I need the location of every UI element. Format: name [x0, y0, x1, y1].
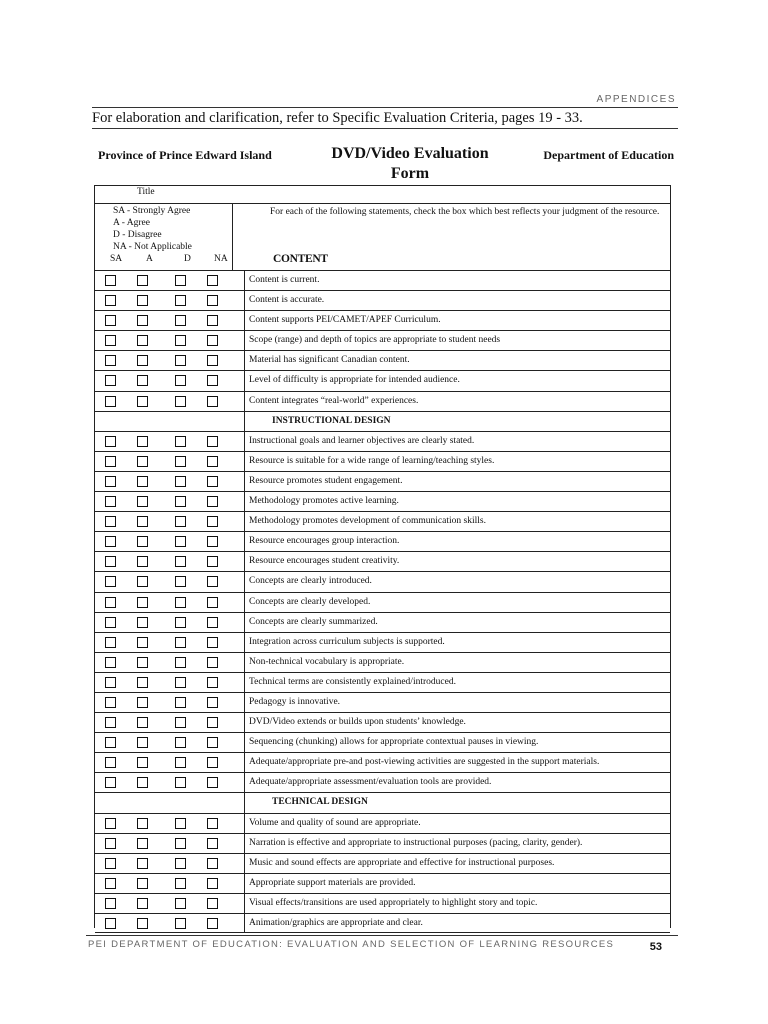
- checkbox-sa[interactable]: [105, 275, 116, 286]
- column-divider: [244, 432, 245, 451]
- column-divider: [244, 572, 245, 591]
- checkbox-na[interactable]: [207, 818, 218, 829]
- checkbox-a[interactable]: [137, 717, 148, 728]
- checkbox-sa[interactable]: [105, 878, 116, 889]
- statement-text: Methodology promotes development of communication skills.: [249, 516, 486, 527]
- column-divider: [244, 894, 245, 913]
- statement-row: [95, 370, 670, 390]
- column-divider: [244, 773, 245, 792]
- statement-text: Concepts are clearly summarized.: [249, 616, 378, 627]
- column-divider: [244, 492, 245, 511]
- checkbox-d[interactable]: [175, 637, 186, 648]
- column-divider: [244, 633, 245, 652]
- checkbox-na[interactable]: [207, 476, 218, 487]
- checkbox-d[interactable]: [175, 597, 186, 608]
- checkbox-a[interactable]: [137, 295, 148, 306]
- checkbox-a[interactable]: [137, 556, 148, 567]
- checkbox-sa[interactable]: [105, 697, 116, 708]
- checkbox-a[interactable]: [137, 396, 148, 407]
- column-header-a: A: [146, 254, 153, 264]
- statement-text: Resource promotes student engagement.: [249, 475, 403, 486]
- checkbox-d[interactable]: [175, 456, 186, 467]
- checkbox-d[interactable]: [175, 355, 186, 366]
- checkbox-na[interactable]: [207, 777, 218, 788]
- department-label: Department of Education: [543, 148, 674, 162]
- checkbox-na[interactable]: [207, 597, 218, 608]
- column-divider: [244, 713, 245, 732]
- column-divider: [244, 593, 245, 612]
- statement-text: Concepts are clearly developed.: [249, 596, 371, 607]
- checkbox-sa[interactable]: [105, 757, 116, 768]
- form-title: DVD/Video Evaluation Form: [331, 145, 489, 182]
- statement-row: [95, 471, 670, 491]
- statement-row: [95, 913, 670, 933]
- checkbox-na[interactable]: [207, 717, 218, 728]
- checkbox-na[interactable]: [207, 375, 218, 386]
- column-divider: [244, 673, 245, 692]
- statement-text: Resource is suitable for a wide range of learning/teaching styles.: [249, 455, 495, 466]
- checkbox-d[interactable]: [175, 396, 186, 407]
- statement-text: Adequate/appropriate assessment/evaluation tools are provided.: [249, 777, 492, 788]
- statement-text: Content is current.: [249, 275, 320, 285]
- checkbox-d[interactable]: [175, 275, 186, 286]
- checkbox-na[interactable]: [207, 657, 218, 668]
- checkbox-a[interactable]: [137, 898, 148, 909]
- title-label: Title: [137, 187, 155, 197]
- statement-text: Scope (range) and depth of topics are appropriate to student needs: [249, 335, 501, 346]
- statement-row: [95, 571, 670, 591]
- column-divider: [244, 854, 245, 873]
- checkbox-sa[interactable]: [105, 516, 116, 527]
- checkbox-na[interactable]: [207, 637, 218, 648]
- statement-row: [95, 270, 670, 290]
- checkbox-a[interactable]: [137, 838, 148, 849]
- column-header-sa: SA: [110, 254, 123, 264]
- column-divider: [244, 371, 245, 390]
- checkbox-a[interactable]: [137, 355, 148, 366]
- statement-row: [95, 752, 670, 772]
- statement-row: [95, 813, 670, 833]
- column-divider: [244, 613, 245, 632]
- checkbox-a[interactable]: [137, 777, 148, 788]
- statement-text: Material has significant Canadian content.: [249, 355, 410, 366]
- checkbox-d[interactable]: [175, 838, 186, 849]
- checkbox-a[interactable]: [137, 436, 148, 447]
- statement-row: [95, 511, 670, 531]
- statement-text: Music and sound effects are appropriate and effective for instructional purposes.: [249, 857, 555, 868]
- column-divider: [244, 512, 245, 531]
- checkbox-a[interactable]: [137, 456, 148, 467]
- header-rule: [92, 107, 678, 108]
- statement-row: [95, 551, 670, 571]
- column-header-d: D: [184, 254, 191, 264]
- statement-row: [95, 330, 670, 350]
- checkbox-na[interactable]: [207, 396, 218, 407]
- column-divider: [244, 814, 245, 833]
- checkbox-sa[interactable]: [105, 657, 116, 668]
- checkbox-na[interactable]: [207, 918, 218, 929]
- checkbox-a[interactable]: [137, 858, 148, 869]
- checkbox-sa[interactable]: [105, 556, 116, 567]
- checkbox-sa[interactable]: [105, 637, 116, 648]
- checkbox-sa[interactable]: [105, 677, 116, 688]
- statement-row: [95, 391, 670, 411]
- checkbox-a[interactable]: [137, 818, 148, 829]
- statement-text: DVD/Video extends or builds upon students’ knowledge.: [249, 717, 466, 728]
- checkbox-sa[interactable]: [105, 737, 116, 748]
- column-divider: [244, 392, 245, 411]
- column-divider: [244, 653, 245, 672]
- column-divider: [244, 311, 245, 330]
- statement-row: [95, 290, 670, 310]
- legend-item: A - Agree: [113, 218, 150, 228]
- checkbox-d[interactable]: [175, 617, 186, 628]
- checkbox-na[interactable]: [207, 898, 218, 909]
- checkbox-d[interactable]: [175, 737, 186, 748]
- column-divider: [244, 552, 245, 571]
- statement-row: [95, 672, 670, 692]
- elaboration-note: For elaboration and clarification, refer to Specific Evaluation Criteria, pages 19 - 33.: [92, 110, 583, 126]
- statement-text: Technical terms are consistently explained/introduced.: [249, 676, 456, 687]
- statement-text: Non-technical vocabulary is appropriate.: [249, 656, 405, 667]
- instructions: For each of the following statements, check the box which best reflects your judgment of the resource.: [270, 207, 660, 217]
- checkbox-a[interactable]: [137, 637, 148, 648]
- checkbox-na[interactable]: [207, 516, 218, 527]
- statement-text: Resource encourages group interaction.: [249, 536, 400, 547]
- checkbox-d[interactable]: [175, 918, 186, 929]
- checkbox-a[interactable]: [137, 275, 148, 286]
- checkbox-d[interactable]: [175, 757, 186, 768]
- statement-row: [95, 632, 670, 652]
- checkbox-d[interactable]: [175, 556, 186, 567]
- checkbox-a[interactable]: [137, 516, 148, 527]
- statement-text: Sequencing (chunking) allows for appropriate contextual pauses in viewing.: [249, 737, 539, 748]
- checkbox-d[interactable]: [175, 516, 186, 527]
- checkbox-a[interactable]: [137, 496, 148, 507]
- statement-row: [95, 612, 670, 632]
- column-divider: [244, 291, 245, 310]
- statement-row: [95, 772, 670, 792]
- checkbox-na[interactable]: [207, 576, 218, 587]
- checkbox-d[interactable]: [175, 335, 186, 346]
- checkbox-sa[interactable]: [105, 898, 116, 909]
- checkbox-d[interactable]: [175, 898, 186, 909]
- checkbox-na[interactable]: [207, 838, 218, 849]
- checkbox-sa[interactable]: [105, 436, 116, 447]
- statement-row: [95, 451, 670, 471]
- checkbox-d[interactable]: [175, 375, 186, 386]
- statement-row: [95, 712, 670, 732]
- footer-text: PEI DEPARTMENT OF EDUCATION: EVALUATION AND SELECTION OF LEARNING RESOURCES: [88, 939, 615, 950]
- statement-text: Adequate/appropriate pre-and post-viewing activities are suggested in the support materials.: [249, 757, 600, 768]
- statement-text: Resource encourages student creativity.: [249, 556, 400, 567]
- checkbox-sa[interactable]: [105, 456, 116, 467]
- title-field[interactable]: [95, 186, 670, 204]
- checkbox-sa[interactable]: [105, 597, 116, 608]
- checkbox-na[interactable]: [207, 295, 218, 306]
- checkbox-a[interactable]: [137, 677, 148, 688]
- statement-row: [95, 531, 670, 551]
- checkbox-a[interactable]: [137, 657, 148, 668]
- checkbox-sa[interactable]: [105, 496, 116, 507]
- checkbox-d[interactable]: [175, 436, 186, 447]
- statement-row: [95, 692, 670, 712]
- statement-rows: [95, 270, 670, 933]
- checkbox-a[interactable]: [137, 737, 148, 748]
- statement-row: [95, 592, 670, 612]
- footer-rule: [86, 935, 678, 936]
- checkbox-sa[interactable]: [105, 396, 116, 407]
- checkbox-a[interactable]: [137, 878, 148, 889]
- checkbox-a[interactable]: [137, 335, 148, 346]
- appendices-label: APPENDICES: [596, 94, 676, 105]
- statement-text: Appropriate support materials are provided.: [249, 877, 416, 888]
- statement-text: Methodology promotes active learning.: [249, 496, 399, 507]
- checkbox-a[interactable]: [137, 536, 148, 547]
- column-divider: [244, 874, 245, 893]
- checkbox-d[interactable]: [175, 717, 186, 728]
- statement-row: [95, 853, 670, 873]
- checkbox-d[interactable]: [175, 576, 186, 587]
- statement-row: [95, 873, 670, 893]
- checkbox-sa[interactable]: [105, 315, 116, 326]
- column-divider: [244, 532, 245, 551]
- statement-row: [95, 491, 670, 511]
- checkbox-sa[interactable]: [105, 818, 116, 829]
- section-heading: INSTRUCTIONAL DESIGN: [272, 415, 391, 426]
- checkbox-d[interactable]: [175, 697, 186, 708]
- checkbox-a[interactable]: [137, 576, 148, 587]
- checkbox-d[interactable]: [175, 777, 186, 788]
- checkbox-sa[interactable]: [105, 375, 116, 386]
- statement-row: [95, 732, 670, 752]
- checkbox-na[interactable]: [207, 436, 218, 447]
- statement-text: Concepts are clearly introduced.: [249, 576, 372, 587]
- column-divider: [244, 733, 245, 752]
- statement-text: Narration is effective and appropriate to instructional purposes (pacing, clarity, gender).: [249, 837, 583, 848]
- checkbox-a[interactable]: [137, 757, 148, 768]
- column-divider: [244, 331, 245, 350]
- statement-row: [95, 350, 670, 370]
- checkbox-d[interactable]: [175, 818, 186, 829]
- checkbox-a[interactable]: [137, 597, 148, 608]
- statement-row: [95, 431, 670, 451]
- checkbox-sa[interactable]: [105, 536, 116, 547]
- column-divider: [244, 793, 245, 812]
- column-header-na: NA: [214, 254, 228, 264]
- statement-text: Content is accurate.: [249, 295, 325, 306]
- checkbox-d[interactable]: [175, 315, 186, 326]
- column-divider: [244, 412, 245, 431]
- checkbox-d[interactable]: [175, 858, 186, 869]
- checkbox-sa[interactable]: [105, 295, 116, 306]
- checkbox-na[interactable]: [207, 275, 218, 286]
- checkbox-na[interactable]: [207, 456, 218, 467]
- checkbox-na[interactable]: [207, 677, 218, 688]
- checkbox-d[interactable]: [175, 476, 186, 487]
- statement-text: Level of difficulty is appropriate for intended audience.: [249, 375, 460, 386]
- column-divider: [244, 914, 245, 932]
- checkbox-a[interactable]: [137, 918, 148, 929]
- checkbox-na[interactable]: [207, 355, 218, 366]
- checkbox-sa[interactable]: [105, 355, 116, 366]
- statement-text: Volume and quality of sound are appropriate.: [249, 817, 421, 828]
- checkbox-sa[interactable]: [105, 617, 116, 628]
- statement-text: Visual effects/transitions are used appropriately to highlight story and topic.: [249, 897, 538, 908]
- column-divider: [244, 452, 245, 471]
- statement-row: [95, 310, 670, 330]
- checkbox-na[interactable]: [207, 496, 218, 507]
- checkbox-sa[interactable]: [105, 918, 116, 929]
- checkbox-na[interactable]: [207, 858, 218, 869]
- statement-text: Content supports PEI/CAMET/APEF Curriculum.: [249, 315, 441, 326]
- checkbox-a[interactable]: [137, 375, 148, 386]
- statement-text: Animation/graphics are appropriate and clear.: [249, 918, 423, 928]
- legend-item: SA - Strongly Agree: [113, 206, 191, 216]
- checkbox-na[interactable]: [207, 697, 218, 708]
- checkbox-na[interactable]: [207, 757, 218, 768]
- legend-item: D - Disagree: [113, 230, 162, 240]
- checkbox-sa[interactable]: [105, 335, 116, 346]
- checkbox-na[interactable]: [207, 617, 218, 628]
- column-divider: [244, 472, 245, 491]
- checkbox-na[interactable]: [207, 315, 218, 326]
- column-divider: [244, 271, 245, 290]
- checkbox-d[interactable]: [175, 878, 186, 889]
- checkbox-sa[interactable]: [105, 777, 116, 788]
- section-heading-content: CONTENT: [273, 253, 328, 265]
- statement-row: [95, 833, 670, 853]
- section-heading: TECHNICAL DESIGN: [272, 797, 368, 808]
- checkbox-a[interactable]: [137, 476, 148, 487]
- page-number: 53: [649, 941, 662, 953]
- statement-text: Pedagogy is innovative.: [249, 696, 341, 707]
- section-heading-row: [95, 411, 670, 431]
- checkbox-sa[interactable]: [105, 717, 116, 728]
- checkbox-sa[interactable]: [105, 576, 116, 587]
- checkbox-sa[interactable]: [105, 838, 116, 849]
- checkbox-na[interactable]: [207, 536, 218, 547]
- statement-text: Instructional goals and learner objectives are clearly stated.: [249, 435, 475, 446]
- statement-text: Integration across curriculum subjects is supported.: [249, 636, 445, 647]
- statement-row: [95, 652, 670, 672]
- checkbox-d[interactable]: [175, 536, 186, 547]
- checkbox-na[interactable]: [207, 878, 218, 889]
- checkbox-d[interactable]: [175, 657, 186, 668]
- checkbox-na[interactable]: [207, 556, 218, 567]
- checkbox-a[interactable]: [137, 315, 148, 326]
- checkbox-d[interactable]: [175, 295, 186, 306]
- section-heading-row: [95, 792, 670, 812]
- column-divider: [244, 834, 245, 853]
- checkbox-a[interactable]: [137, 697, 148, 708]
- checkbox-sa[interactable]: [105, 476, 116, 487]
- column-divider: [244, 753, 245, 772]
- checkbox-na[interactable]: [207, 335, 218, 346]
- elaboration-rule: [92, 128, 678, 129]
- checkbox-na[interactable]: [207, 737, 218, 748]
- province-label: Province of Prince Edward Island: [98, 148, 272, 162]
- column-divider: [244, 693, 245, 712]
- column-divider: [244, 351, 245, 370]
- legend-item: NA - Not Applicable: [113, 242, 192, 252]
- checkbox-a[interactable]: [137, 617, 148, 628]
- checkbox-d[interactable]: [175, 496, 186, 507]
- checkbox-d[interactable]: [175, 677, 186, 688]
- statement-row: [95, 893, 670, 913]
- evaluation-form: [94, 185, 671, 928]
- checkbox-sa[interactable]: [105, 858, 116, 869]
- statement-text: Content integrates “real-world” experiences.: [249, 395, 419, 406]
